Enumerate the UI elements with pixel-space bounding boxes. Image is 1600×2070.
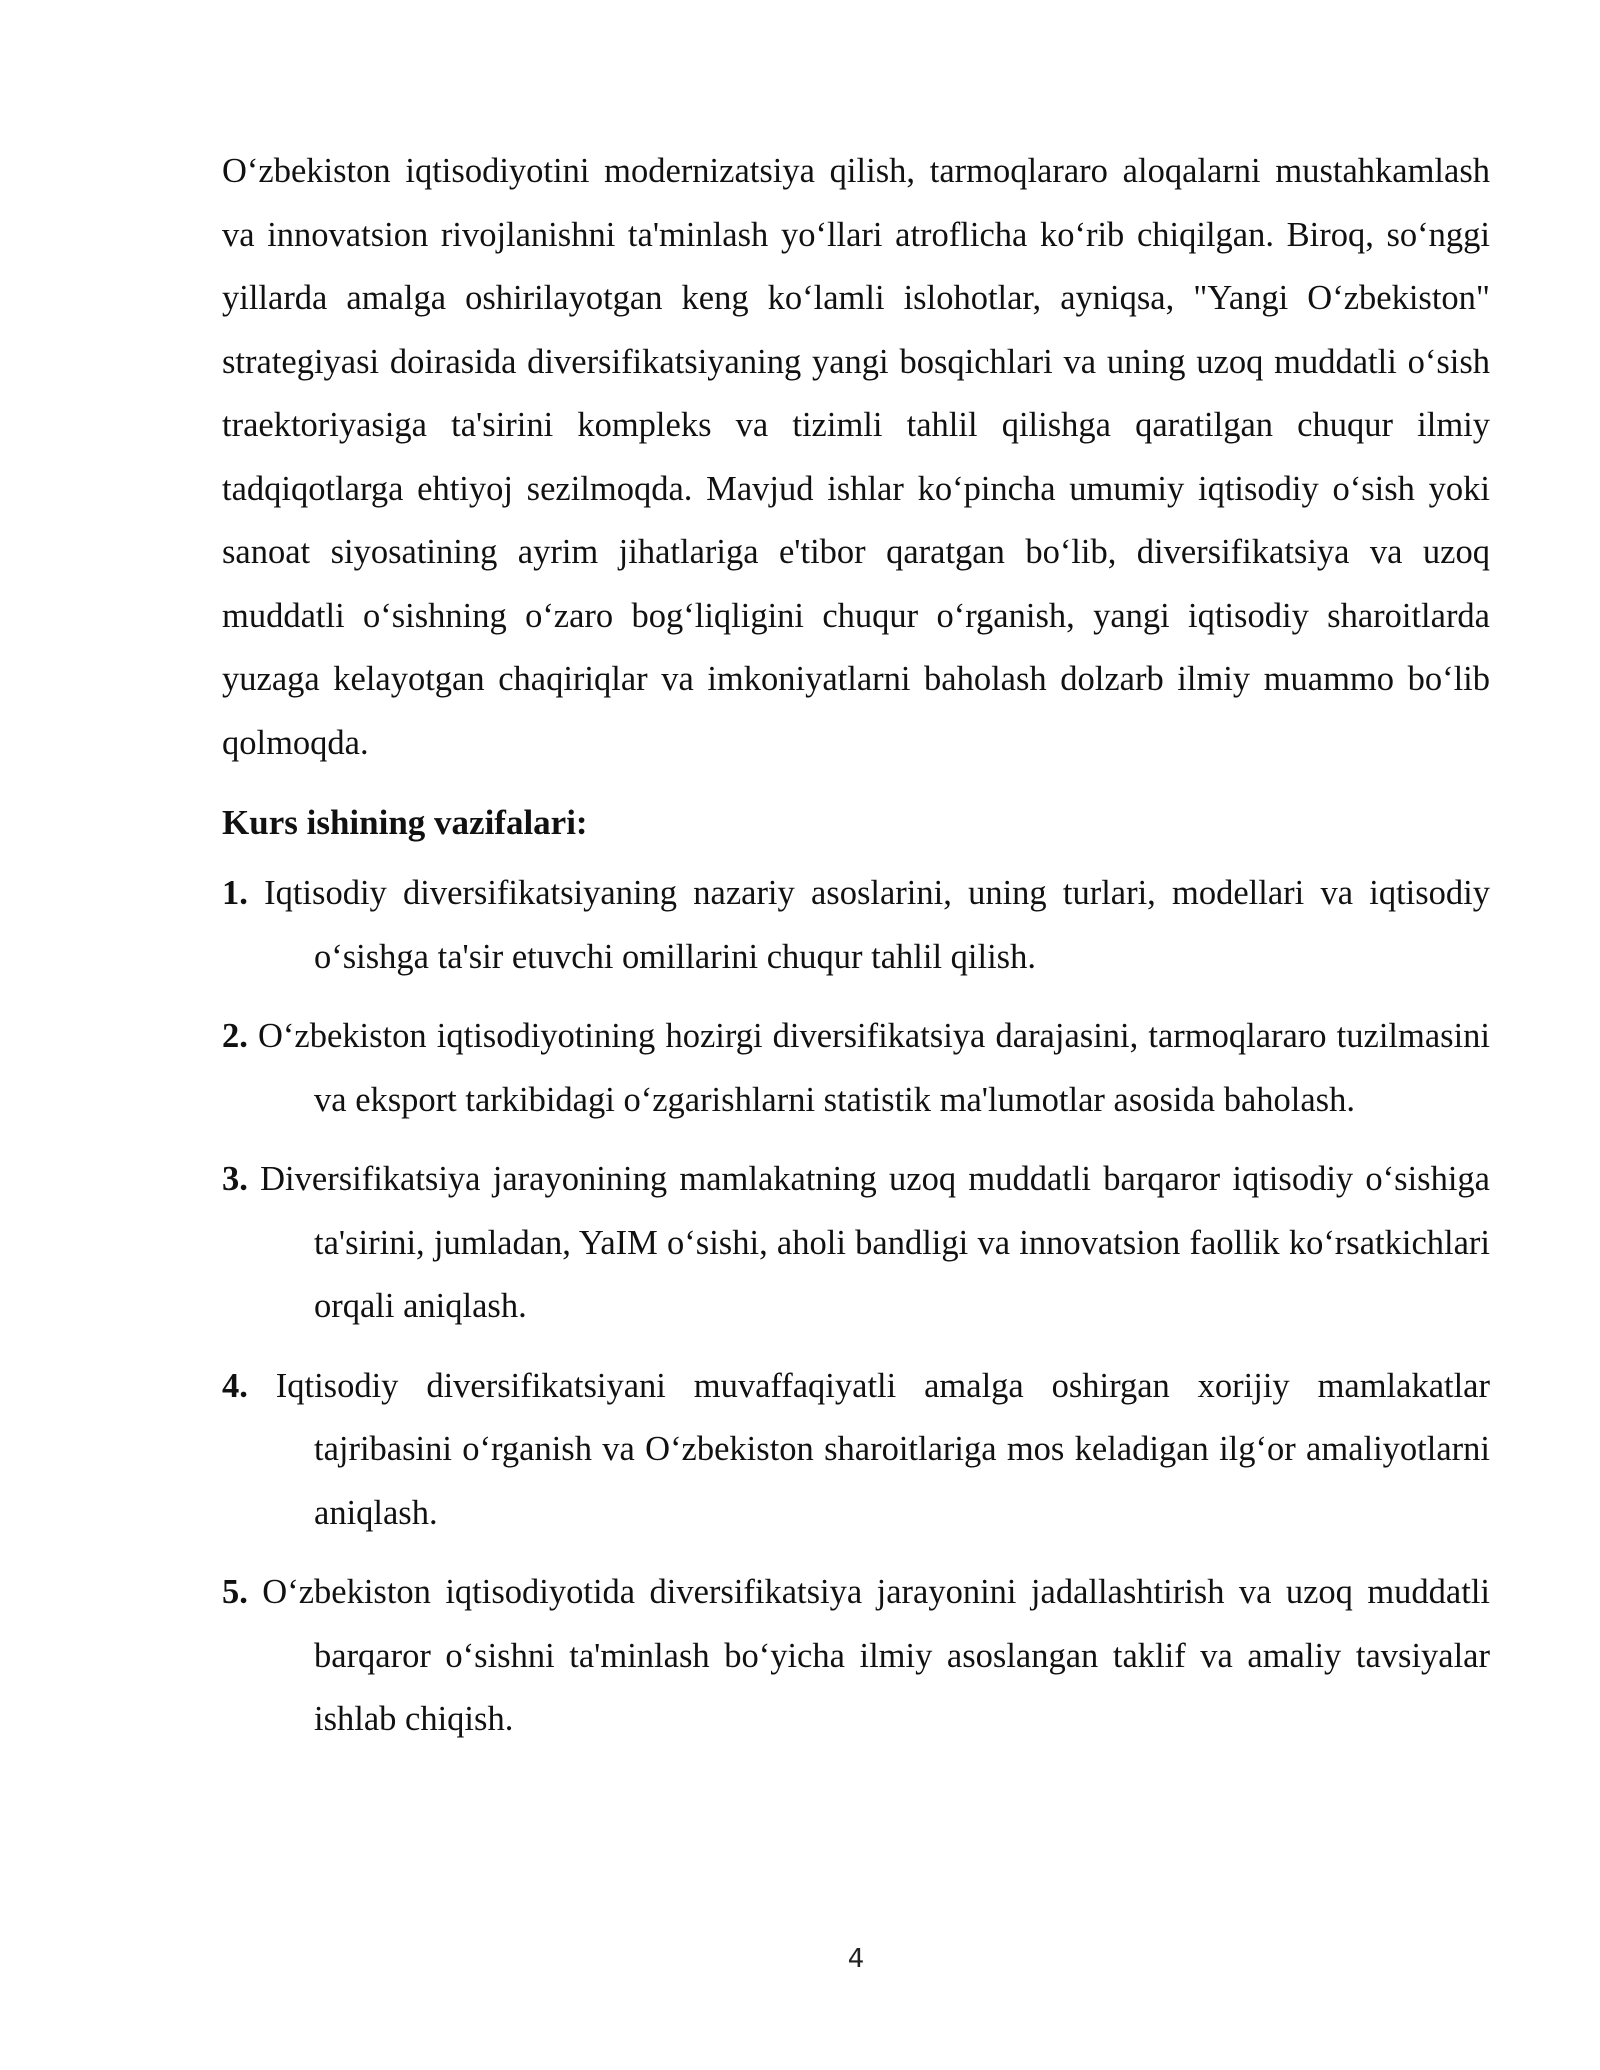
task-text: O‘zbekiston iqtisodiyotining hozirgi diversifikatsiya darajasini, tarmoqlararo tuzilmasini va eksport tarkibidagi o‘zgarishlarni statistik ma'lumotlar asosida baholash. — [258, 1017, 1490, 1119]
document-page — [222, 140, 1490, 1768]
tasks-heading: Kurs ishining vazifalari: — [222, 803, 588, 842]
task-text: Diversifikatsiya jarayonining mamlakatning uzoq muddatli barqaror iqtisodiy o‘sishiga ta'sirini, jumladan, YaIM o‘sishi, aholi bandligi va innovatsion faollik ko‘rsatkichlari orqali aniqlash. — [260, 1160, 1490, 1325]
tasks-list — [222, 862, 1490, 1752]
task-text: Iqtisodiy diversifikatsiyaning nazariy asoslarini, uning turlari, modellari va iqtisodiy o‘sishga ta'sir etuvchi omillarini chuqur tahlil qilish. — [264, 874, 1491, 976]
intro-paragraph: O‘zbekiston iqtisodiyotini modernizatsiya qilish, tarmoqlararo aloqalarni mustahkamlash va innovatsion rivojlanishni ta'minlash yo‘llari atroflicha ko‘rib chiqilgan. Biroq, so‘nggi yillarda amalga oshirilayotgan keng ko‘lamli islohotlar, ayniqsa, "Yangi O‘zbekiston" strategiyasi doirasida diversifikatsiyaning yangi bosqichlari va uning uzoq muddatli o‘sish traektoriyasiga ta'sirini kompleks va tizimli tahlil qilishga qaratilgan chuqur ilmiy tadqiqotlarga ehtiyoj sezilmoqda. Mavjud ishlar ko‘pincha umumiy iqtisodiy o‘sish yoki sanoat siyosatining ayrim jihatlariga e'tibor qaratgan bo‘lib, diversifikatsiya va uzoq muddatli o‘sishning o‘zaro bog‘liqligini chuqur o‘rganish, yangi iqtisodiy sharoitlarda yuzaga kelayotgan chaqiriqlar va imkoniyatlarni baholash dolzarb ilmiy muammo bo‘lib qolmoqda. — [222, 152, 1490, 762]
task-item — [222, 1355, 1490, 1546]
task-text: Iqtisodiy diversifikatsiyani muvaffaqiyatli amalga oshirgan xorijiy mamlakatlar tajribasini o‘rganish va O‘zbekiston sharoitlariga mos keladigan ilg‘or amaliyotlarni aniqlash. — [275, 1366, 1490, 1532]
task-number: 4. — [222, 1366, 248, 1405]
task-item — [222, 862, 1490, 989]
task-number: 2. — [222, 1017, 248, 1055]
page-number: 4 — [847, 1944, 865, 1974]
task-number: 1. — [222, 874, 248, 912]
task-item — [222, 1005, 1490, 1132]
task-item — [222, 1561, 1490, 1752]
task-number: 3. — [222, 1160, 248, 1198]
task-number: 5. — [222, 1573, 248, 1611]
task-text: O‘zbekiston iqtisodiyotida diversifikatsiya jarayonini jadallashtirish va uzoq muddatli barqaror o‘sishni ta'minlash bo‘yicha ilmiy asoslangan taklif va amaliy tavsiyalar ishlab chiqish. — [262, 1573, 1490, 1738]
task-item — [222, 1148, 1490, 1339]
